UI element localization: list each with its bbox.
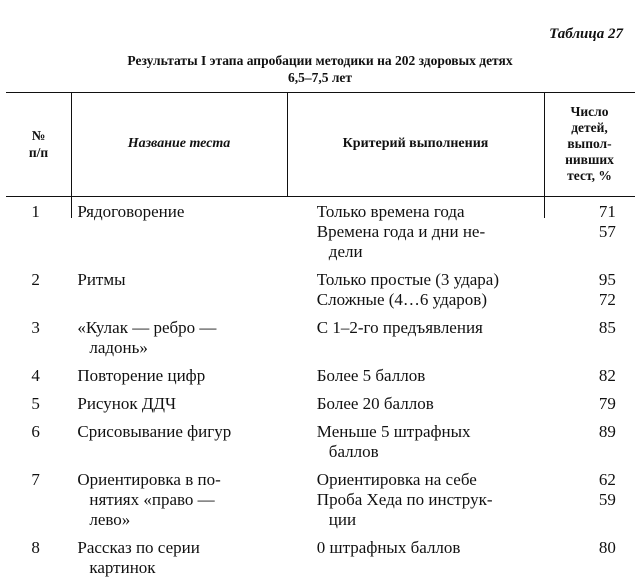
table-row-cells xyxy=(0,470,641,530)
test-name-line: Рядоговорение xyxy=(77,202,185,221)
row-percent xyxy=(574,318,641,358)
row-criteria xyxy=(297,538,574,578)
table-row-cells xyxy=(0,318,641,358)
percent-value: 79 xyxy=(598,394,616,413)
percent-value: 82 xyxy=(598,366,616,385)
row-percent xyxy=(574,422,641,462)
row-criteria xyxy=(297,366,574,386)
criterion-line: дели xyxy=(328,242,363,261)
header-line: Число xyxy=(570,104,609,119)
header-test-name: Название теста xyxy=(127,136,231,151)
row-percent xyxy=(574,538,641,578)
table-row-cells xyxy=(0,422,641,462)
test-name-line: ладонь» xyxy=(89,338,148,357)
row-test-name xyxy=(63,318,296,358)
test-name-line: Ритмы xyxy=(77,270,126,289)
row-criteria xyxy=(297,270,574,310)
test-name-line: Ориентировка в по- xyxy=(77,470,221,489)
test-name-line: Рассказ по серии xyxy=(77,538,200,557)
table-row xyxy=(0,270,641,310)
row-percent xyxy=(574,470,641,530)
table-row-cells xyxy=(0,394,641,414)
percent-spacer xyxy=(574,442,641,462)
test-name-line: нятиях «право — xyxy=(89,490,215,509)
criterion-line: Ориентировка на себе xyxy=(316,470,477,489)
test-name-line: Срисовывание фигур xyxy=(77,422,232,441)
row-number: 7 xyxy=(31,470,40,489)
criterion-line: Более 20 баллов xyxy=(316,394,434,413)
caption-line: Результаты I этапа апробации методики на 202 здоровых детях xyxy=(127,53,513,68)
table-number: Таблица 27 xyxy=(549,26,623,42)
criterion-line: Проба Хеда по инструк- xyxy=(316,490,493,509)
criterion-line: Только простые (3 удара) xyxy=(316,270,500,289)
percent-value: 95 xyxy=(598,270,616,289)
table-row xyxy=(0,318,641,358)
row-criteria xyxy=(297,202,574,262)
header-line: № xyxy=(31,128,46,143)
table-caption xyxy=(40,52,600,86)
header-line: нивших xyxy=(565,152,614,167)
row-test-name xyxy=(63,470,296,530)
header-line: выпол- xyxy=(567,136,612,151)
criterion-line: 0 штрафных баллов xyxy=(316,538,461,557)
criterion-line: Более 5 баллов xyxy=(316,366,426,385)
row-number: 3 xyxy=(31,318,40,337)
criterion-line: баллов xyxy=(328,442,379,461)
criterion-line: Только времена года xyxy=(316,202,465,221)
row-number: 4 xyxy=(31,366,40,385)
header-line: детей, xyxy=(571,120,608,135)
row-test-name xyxy=(63,270,296,310)
criterion-line: Времена года и дни не- xyxy=(316,222,486,241)
row-number: 6 xyxy=(31,422,40,441)
row-percent xyxy=(574,270,641,310)
row-percent xyxy=(574,366,641,386)
test-name-line: «Кулак — ребро — xyxy=(77,318,217,337)
row-criteria xyxy=(297,318,574,358)
test-name-line: картинок xyxy=(89,558,156,577)
test-name-line: Повторение цифр xyxy=(77,366,206,385)
row-criteria xyxy=(297,470,574,530)
percent-spacer xyxy=(574,242,641,262)
percent-value: 72 xyxy=(598,290,616,309)
table-body xyxy=(0,202,641,586)
row-criteria xyxy=(297,394,574,414)
row-number: 2 xyxy=(31,270,40,289)
row-test-name xyxy=(63,366,296,386)
criterion-line: Сложные (4…6 ударов) xyxy=(316,290,487,309)
percent-value: 57 xyxy=(598,222,616,241)
table-header-rule xyxy=(6,196,635,197)
table-row xyxy=(0,470,641,530)
header-line: тест, % xyxy=(567,168,612,183)
header-criterion: Критерий выполнения xyxy=(342,136,489,151)
header-line: п/п xyxy=(28,145,49,160)
table-row-cells xyxy=(0,202,641,262)
criterion-line: Меньше 5 штрафных xyxy=(316,422,471,441)
row-test-name xyxy=(63,202,296,262)
row-number: 5 xyxy=(31,394,40,413)
table-row xyxy=(0,422,641,462)
percent-value: 62 xyxy=(598,470,616,489)
percent-spacer xyxy=(574,510,641,530)
row-percent xyxy=(574,394,641,414)
test-name-line: Рисунок ДДЧ xyxy=(77,394,177,413)
percent-value: 71 xyxy=(598,202,616,221)
percent-value: 80 xyxy=(598,538,616,557)
table-row-cells xyxy=(0,270,641,310)
caption-line: 6,5–7,5 лет xyxy=(287,70,353,85)
percent-value: 89 xyxy=(598,422,616,441)
table-row-cells xyxy=(0,366,641,386)
header-number xyxy=(6,92,71,196)
row-test-name xyxy=(63,538,296,578)
row-test-name xyxy=(63,394,296,414)
row-number: 1 xyxy=(31,202,40,221)
test-name-line: лево» xyxy=(89,510,131,529)
row-number: 8 xyxy=(31,538,40,557)
criterion-line: ции xyxy=(328,510,357,529)
table-row xyxy=(0,538,641,578)
header-percent xyxy=(544,96,635,192)
criterion-line: С 1–2-го предъявления xyxy=(316,318,483,337)
percent-value: 59 xyxy=(598,490,616,509)
row-criteria xyxy=(297,422,574,462)
row-percent xyxy=(574,202,641,262)
percent-value: 85 xyxy=(598,318,616,337)
table-row xyxy=(0,366,641,386)
table-row-cells xyxy=(0,538,641,578)
table-row xyxy=(0,202,641,262)
table-row xyxy=(0,394,641,414)
row-test-name xyxy=(63,422,296,462)
